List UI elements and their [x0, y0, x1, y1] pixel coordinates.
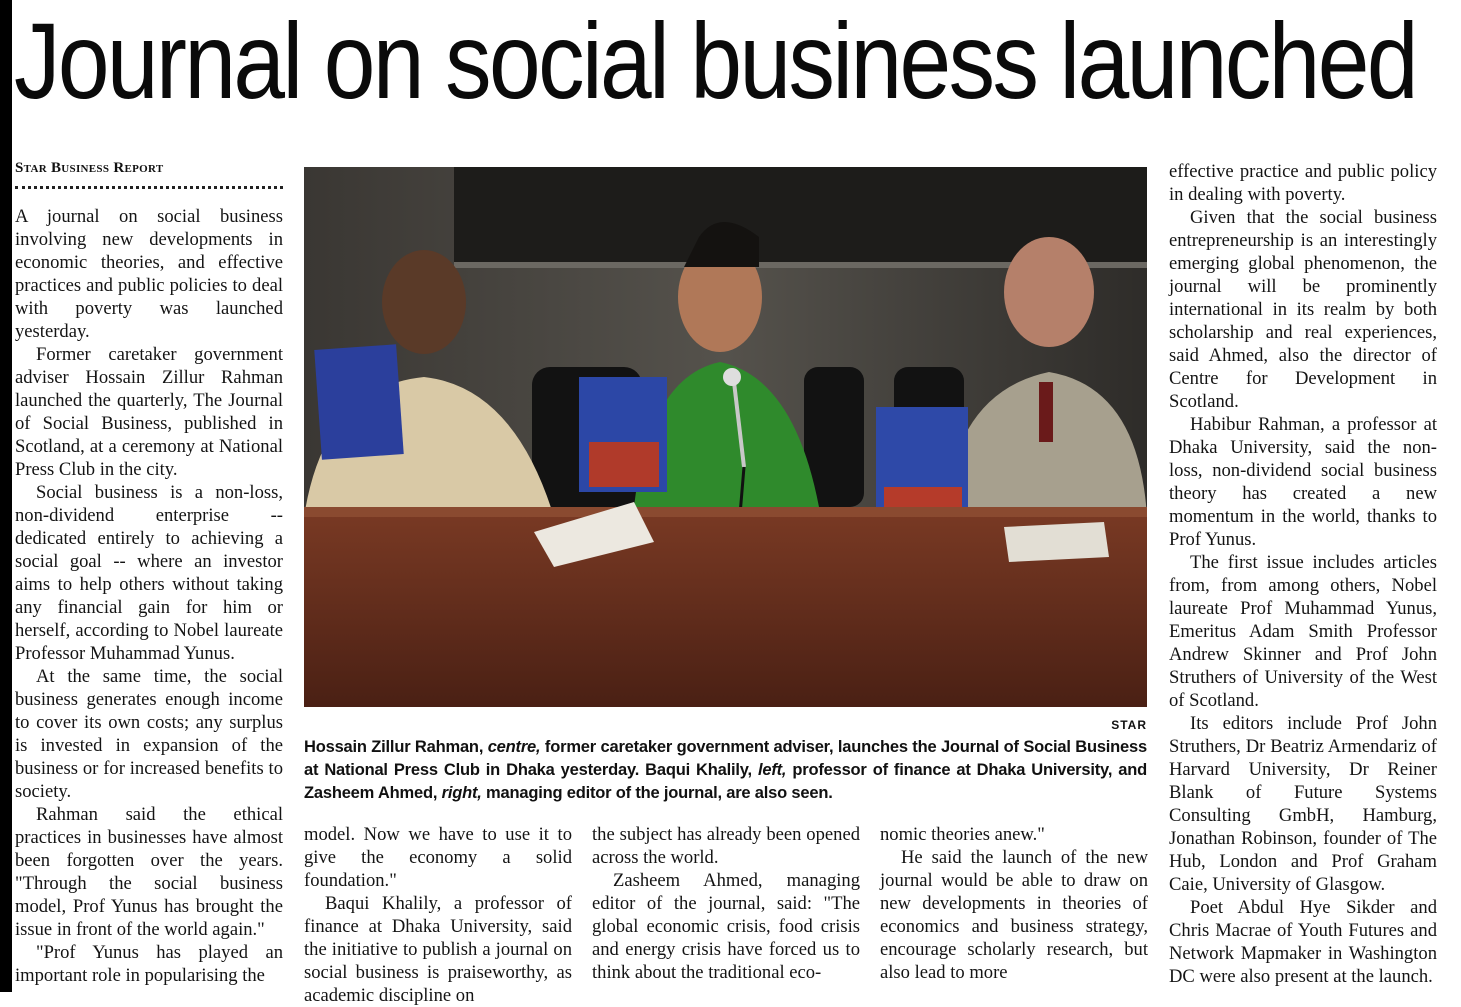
paragraph: Baqui Khalily, a professor of finance at Dhaka University, said the initiative to publish a journal on social business is praiseworthy, as academic discipline on [304, 893, 572, 1006]
paragraph: model. Now we have to use it to give the economy a solid foundation." [304, 824, 572, 891]
caption-italic: centre, [487, 738, 541, 756]
photo-credit: STAR [1111, 718, 1147, 732]
paragraph: nomic theories anew." [880, 824, 1045, 845]
news-photo [304, 167, 1147, 707]
paragraph: Rahman said the ethical practices in businesses have almost been forgotten over the years. "Through the social business model, Prof Yunus has brought the issue in front of the world again." [15, 804, 283, 940]
paragraph: Former caretaker government adviser Hossain Zillur Rahman launched the quarterly, The Journal of Social Business, published in Scotland, at a ceremony at National Press Club in the city. [15, 344, 283, 480]
paragraph: Its editors include Prof John Struthers, Dr Beatriz Armendariz of Harvard University, Dr Reiner Blank of Future Systems Consulting GmbH, Hamburg, Jonathan Robinson, founder of The Hub, London and Prof Graham Caie, University of Glasgow. [1169, 713, 1437, 895]
headline: Journal on social business launched [14, 0, 1416, 121]
byline-divider [15, 186, 283, 189]
paragraph: A journal on social business involving new developments in economic theories, and effective practices and public policies to deal with poverty was launched yesterday. [15, 206, 283, 342]
caption-text: professor of finance at Dhaka University, and Zasheem Ahmed, [304, 761, 1147, 802]
paragraph: At the same time, the social business generates enough income to cover its own costs; any surplus is invested in expansion of the business or for increased benefits to society. [15, 666, 283, 802]
caption-text: managing editor of the journal, are also seen. [481, 784, 833, 802]
paragraph: He said the launch of the new journal would be able to draw on new developments in theories of economics and business strategy, encourage scholarly research, but also lead to more [880, 847, 1148, 983]
paragraph: Habibur Rahman, a professor at Dhaka University, said the non-loss, non-dividend social business theory has created a new momentum in the world, thanks to Prof Yunus. [1169, 414, 1437, 550]
caption-text: former caretaker government adviser, launches the Journal of Social Business at National Press Club in Dhaka yesterday. Baqui Khalily, [304, 738, 1147, 779]
paragraph: The first issue includes articles from, from among others, Nobel laureate Prof Muhammad Yunus, Emeritus Adam Smith Professor Andrew Skinner and Prof John Struthers of University of the West of Scotland. [1169, 552, 1437, 711]
paragraph: Zasheem Ahmed, managing editor of the journal, said: "The global economic crisis, food crisis and energy crisis have forced us to think about the traditional eco- [592, 870, 860, 983]
byline: Star Business Report [15, 160, 164, 176]
article-column-2 [304, 823, 572, 1007]
article-column-3 [592, 823, 860, 984]
paragraph: Given that the social business entrepreneurship is an interestingly emerging global phenomenon, the journal will be prominently international in its realm by both scholarship and real experiences, said Ahmed, also the director of Centre for Development in Scotland. [1169, 207, 1437, 412]
paragraph: Social business is a non-loss, non-dividend enterprise -- dedicated entirely to achieving a social goal -- where an investor aims to help others without taking any financial gain for him or herself, according to Nobel laureate Professor Muhammad Yunus. [15, 482, 283, 664]
paragraph: effective practice and public policy in dealing with poverty. [1169, 161, 1437, 205]
article-column-1 [15, 205, 283, 987]
page-edge-bar [0, 0, 12, 992]
article-column-4 [880, 823, 1148, 984]
article-column-5 [1169, 160, 1437, 988]
press-conference-photo [304, 167, 1147, 707]
caption-text: Hossain Zillur Rahman, [304, 738, 488, 756]
photo-caption [304, 736, 1147, 805]
caption-italic: right, [441, 784, 482, 802]
paragraph: Poet Abdul Hye Sikder and Chris Macrae of Youth Futures and Network Mapmaker in Washington DC were also present at the launch. [1169, 897, 1437, 987]
caption-italic: left, [757, 761, 787, 779]
paragraph: "Prof Yunus has played an important role in popularising the [15, 942, 283, 986]
paragraph: the subject has already been opened across the world. [592, 824, 860, 868]
